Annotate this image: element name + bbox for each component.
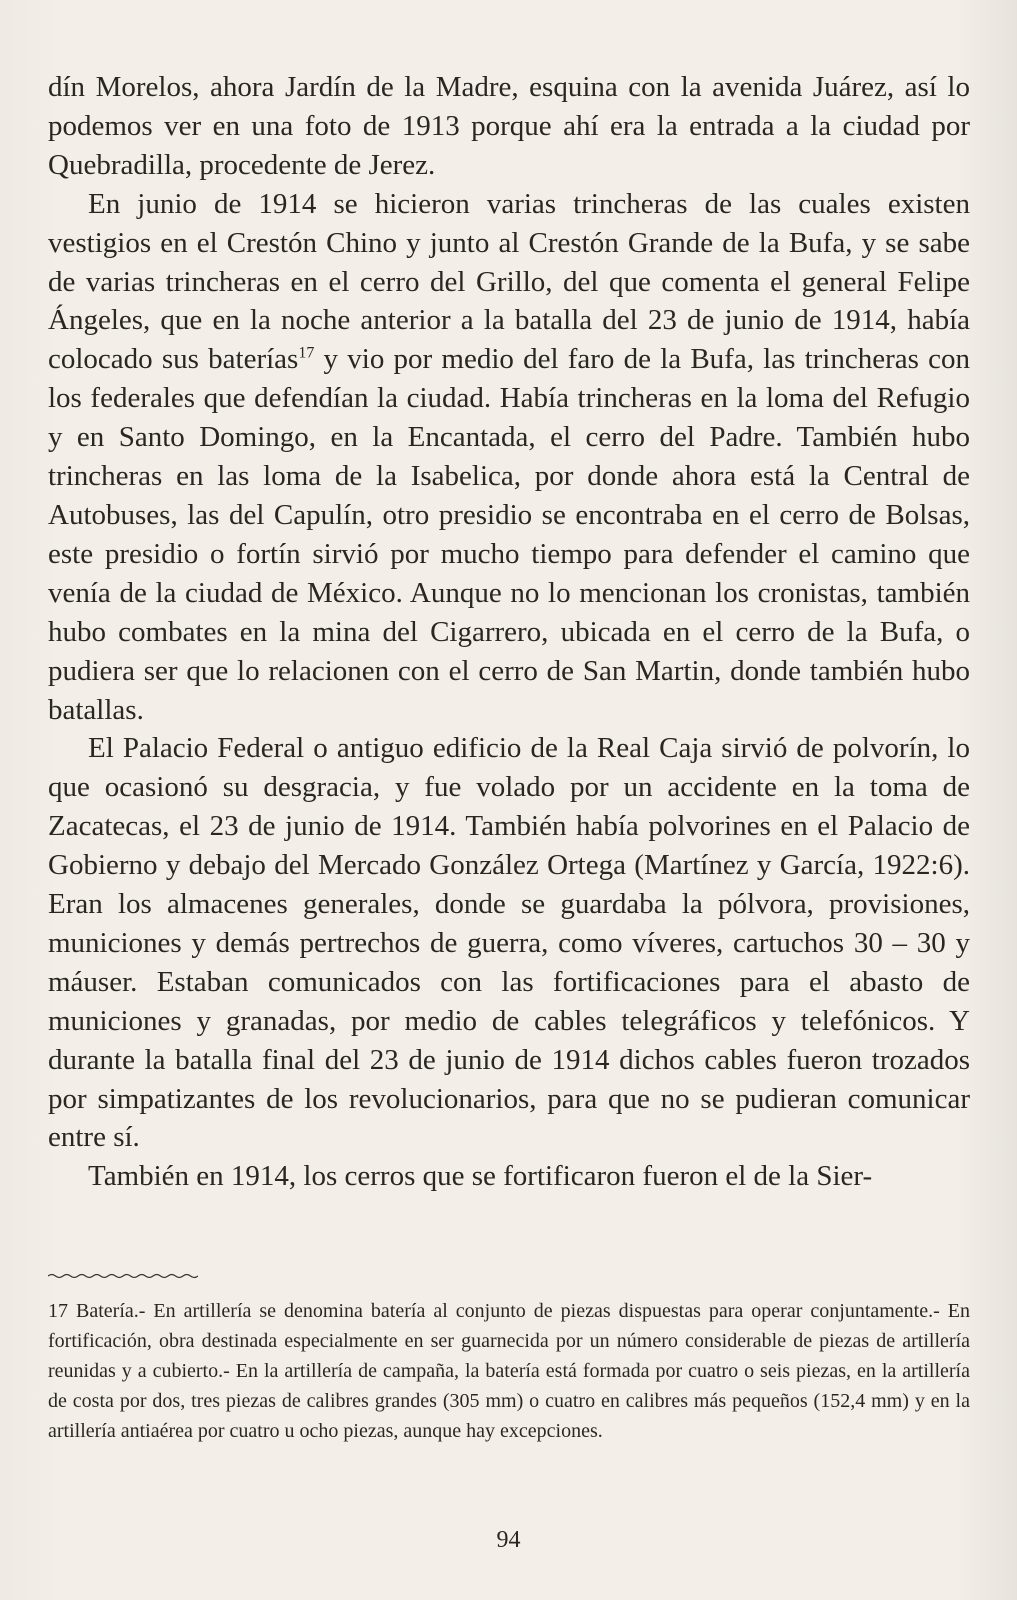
- main-text: [48, 68, 970, 1196]
- footnote-17: [48, 1296, 970, 1446]
- footnote-separator: [48, 1273, 198, 1279]
- paragraph-1: dín Morelos, ahora Jardín de la Madre, esquina con la avenida Juárez, así lo podemos ver en una foto de 1913 porque ahí era la entrada a la ciudad por Quebradilla, procedente de Jerez.: [48, 71, 970, 181]
- paragraph-2-text-a: En junio de 1914 se hicieron varias trincheras de las cuales existen vestigios en el Crestón Chino y junto al Crestón Grande de la Bufa, y se sabe de varias trincheras en el cerro del Grillo, del que comenta el general Felipe Ángeles, que en la noche anterior a la batalla del 23 de junio de 1914, había colocado sus baterías: [48, 187, 970, 376]
- paragraph-2: [48, 185, 970, 730]
- paragraph-2-text-b: y vio por medio del faro de la Bufa, las trincheras con los federales que defendían la ciudad. Había trincheras en la loma del Refugio y en Santo Domingo, en la Encantada, el cerro del Padre. También hubo trincheras en las loma de la Isabelica, por donde ahora está la Central de Autobuses, las del Capulín, otro presidio se encontraba en el cerro de Bolsas, este presidio o fortín sirvió por mucho tiempo para defender el camino que venía de la ciudad de México. Aunque no lo mencionan los cronistas, también hubo combates en la mina del Cigarrero, ubicada en el cerro de la Bufa, o pudiera ser que lo relacionen con el cerro de San Martin, donde también hubo batallas.: [48, 343, 971, 726]
- page-number: 94: [496, 1527, 521, 1553]
- paragraph-4: También en 1914, los cerros que se fortificaron fueron el de la Sier-: [88, 1160, 873, 1193]
- footnote-number: 17: [48, 1300, 68, 1322]
- footnote-text: Batería.- En artillería se denomina batería al conjunto de piezas dispuestas para operar conjuntamente.- En fortificación, obra destinada especialmente en ser guarnecida por un número considerable de piezas de artillería reunidas y a cubierto.- En la artillería de campaña, la batería está formada por cuatro o seis piezas, en la artillería de costa por dos, tres piezas de calibres grandes (305 mm) o cuatro en calibres más pequeños (152,4 mm) y en la artillería antiaérea por cuatro u ocho piezas, aunque hay excepciones.: [48, 1300, 970, 1442]
- footnote-reference: 17: [298, 344, 315, 362]
- paragraph-3: El Palacio Federal o antiguo edificio de la Real Caja sirvió de polvorín, lo que ocasionó su desgracia, y fue volado por un accidente en la toma de Zacatecas, el 23 de junio de 1914. También había polvorines en el Palacio de Gobierno y debajo del Mercado González Ortega (Martínez y García, 1922:6). Eran los almacenes generales, donde se guardaba la pólvora, provisiones, municiones y demás pertrechos de guerra, como víveres, cartuchos 30 – 30 y máuser. Estaban comunicados con las fortificaciones para el abasto de municiones y granadas, por medio de cables telegráficos y telefónicos. Y durante la batalla final del 23 de junio de 1914 dichos cables fueron trozados por simpatizantes de los revolucionarios, para que no se pudieran comunicar entre sí.: [48, 732, 970, 1154]
